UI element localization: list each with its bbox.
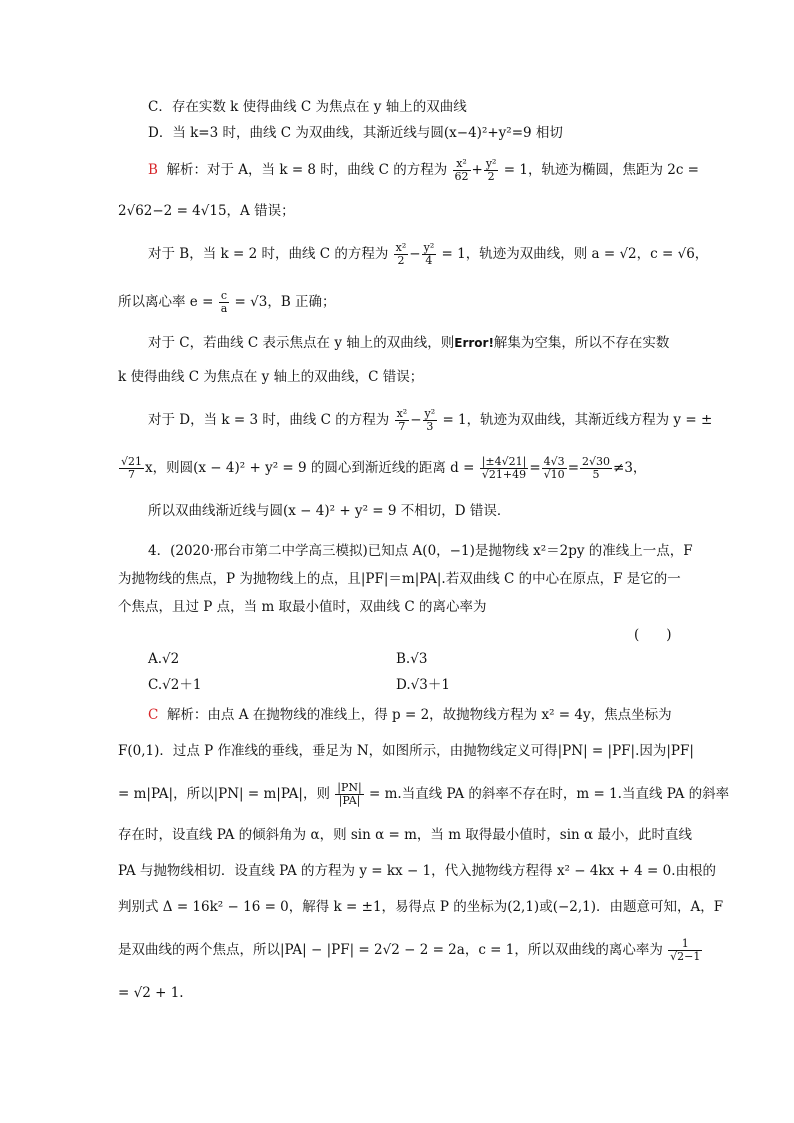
fraction: $\frac{c}{a}$ [220, 289, 228, 315]
answer4-line7 [118, 938, 703, 963]
answer4-line2: F(0,1)．过点 P 作准线的垂线，垂足为 N，如图所示，由抛物线定义可得|PN| = |PF|.因为|PF| [118, 743, 694, 759]
fraction: $\frac{1}{√2-1}$ [670, 937, 701, 963]
fraction: $\frac{√21}{7}$ [121, 455, 143, 481]
answer3-line3: 对于 B，当 k = 2 时，曲线 C 的方程为 $\frac{\text{x²}}{2}$ − $\frac{\text{y²}}{4}$ = 1，轨迹为双曲线，则 a = √2，c = √6， [148, 241, 709, 267]
question4-line3: 个焦点，且过 P 点，当 m 取最小值时，双曲线 C 的离心率为 [118, 599, 487, 615]
text: x，则圆(x − 4)² + y² = 9 的圆心到渐近线的距离 d = [145, 460, 475, 476]
text: = 1，轨迹为双曲线，其渐近线方程为 y = ± [442, 412, 713, 428]
fraction: $\frac{4√3}{√10}$ [543, 455, 565, 481]
answer3-line1: B 解析：对于 A，当 k = 8 时，曲线 C 的方程为 $\frac{\text{x²}}{62}$ + $\frac{\text{y²}}{2}$ = 1，轨迹为椭圆，焦距为 2c = [148, 157, 699, 183]
answer3-line8: $\frac{√21}{7}$ x，则圆(x − 4)² + y² = 9 的圆心到渐近线的距离 d = $\frac{|\pm 4√21|}{√21+49}$ = $\frac{4√3}{√10}$ = $\frac{2√30}{5}$ ≠3， [121, 455, 647, 481]
text: = 1，轨迹为椭圆，焦距为 2c = [503, 162, 699, 178]
answer3-line7: 对于 D，当 k = 3 时，曲线 C 的方程为 $\frac{\text{x²}}{7}$ − $\frac{\text{y²}}{3}$ = 1，轨迹为双曲线，其渐近线方程为 y = ± [148, 407, 713, 433]
answer3-line9: 所以双曲线渐近线与圆(x − 4)² + y² = 9 不相切，D 错误． [148, 503, 511, 519]
answer-letter: B [148, 162, 158, 178]
text: = 1，轨迹为双曲线，则 a = √2，c = √6， [441, 246, 709, 262]
option-d2: D.√3＋1 [396, 677, 450, 693]
fraction: $\frac{\text{x²}}{2}$ [395, 241, 407, 267]
fraction: $\frac{|\pm 4√21|}{√21+49}$ [481, 455, 527, 481]
text: 解析：由点 A 在抛物线的准线上，得 p = 2，故抛物线方程为 x² = 4y，焦点坐标为 [166, 707, 672, 723]
fraction: $\frac{\text{y²}}{3}$ [424, 407, 436, 433]
fraction: $\frac{\text{x²}}{62}$ [454, 157, 469, 183]
root-expr: 2√62−2 [118, 203, 173, 219]
option-d: D．当 k=3 时，曲线 C 为双曲线，其渐近线与圆(x−4)²+y²=9 相切 [148, 125, 563, 141]
option-c2: C.√2＋1 [148, 677, 202, 693]
error-text: Error! [454, 336, 494, 350]
answer3-line4 [118, 290, 336, 315]
text: = √3，B 正确； [234, 294, 336, 310]
fraction: $\frac{|PN|}{|PA|}$ [337, 781, 362, 807]
answer4-line6: 判别式 Δ = 16k² − 16 = 0，解得 k = ±1，易得点 P 的坐标为(2,1)或(−2,1)．由题意可知，A，F [118, 899, 724, 915]
question4-paren: ( ) [634, 627, 672, 643]
text: = 4√15，A 错误； [176, 203, 295, 219]
text: 解析：对于 A，当 k = 8 时，曲线 C 的方程为 [166, 162, 448, 178]
option-b: B.√3 [396, 651, 428, 667]
option-a: A.√2 [148, 651, 180, 667]
answer4-line4: 存在时，设直线 PA 的倾斜角为 α，则 sin α = m，当 m 取得最小值时，sin α 最小，此时直线 [118, 827, 692, 843]
fraction: $\frac{\text{x²}}{7}$ [396, 407, 408, 433]
answer4-line1 [148, 706, 672, 724]
answer3-line5 [148, 334, 669, 352]
text: 是双曲线的两个焦点，所以|PA| − |PF| = 2√2 − 2 = 2a，c = 1，所以双曲线的离心率为 [118, 942, 663, 958]
fraction: $\frac{2√30}{5}$ [582, 455, 611, 481]
option-c: C．存在实数 k 使得曲线 C 为焦点在 y 轴上的双曲线 [148, 99, 467, 115]
text: = m.当直线 PA 的斜率不存在时，m = 1.当直线 PA 的斜率 [369, 786, 730, 802]
fraction: $\frac{\text{y²}}{2}$ [485, 157, 497, 183]
question4-line2: 为抛物线的焦点，P 为抛物线上的点，且|PF|＝m|PA|.若双曲线 C 的中心在原点，F 是它的一 [118, 571, 681, 587]
question4-line1: 4．(2020·邢台市第二中学高三模拟)已知点 A(0，−1)是抛物线 x²＝2py 的准线上一点，F [148, 543, 693, 559]
text: ≠3， [613, 460, 647, 476]
answer3-line2 [118, 202, 295, 220]
answer-letter: C [148, 707, 159, 723]
text: = m|PA|，所以|PN| = m|PA|，则 [118, 786, 330, 802]
text: 对于 C，若曲线 C 表示焦点在 y 轴上的双曲线，则 [148, 335, 455, 351]
fraction: $\frac{\text{y²}}{4}$ [423, 241, 435, 267]
text: 对于 B，当 k = 2 时，曲线 C 的方程为 [148, 246, 389, 262]
answer4-line8: = √2 + 1. [118, 985, 184, 1001]
answer3-line6: k 使得曲线 C 为焦点在 y 轴上的双曲线，C 错误； [118, 369, 424, 385]
text: 所以离心率 e = [118, 294, 214, 310]
text: 对于 D，当 k = 3 时，曲线 C 的方程为 [148, 412, 390, 428]
text: 解集为空集，所以不存在实数 [493, 335, 670, 351]
answer4-line5: PA 与抛物线相切．设直线 PA 的方程为 y = kx − 1，代入抛物线方程得 x² − 4kx + 4 = 0.由根的 [118, 863, 717, 879]
answer4-line3 [118, 782, 729, 807]
